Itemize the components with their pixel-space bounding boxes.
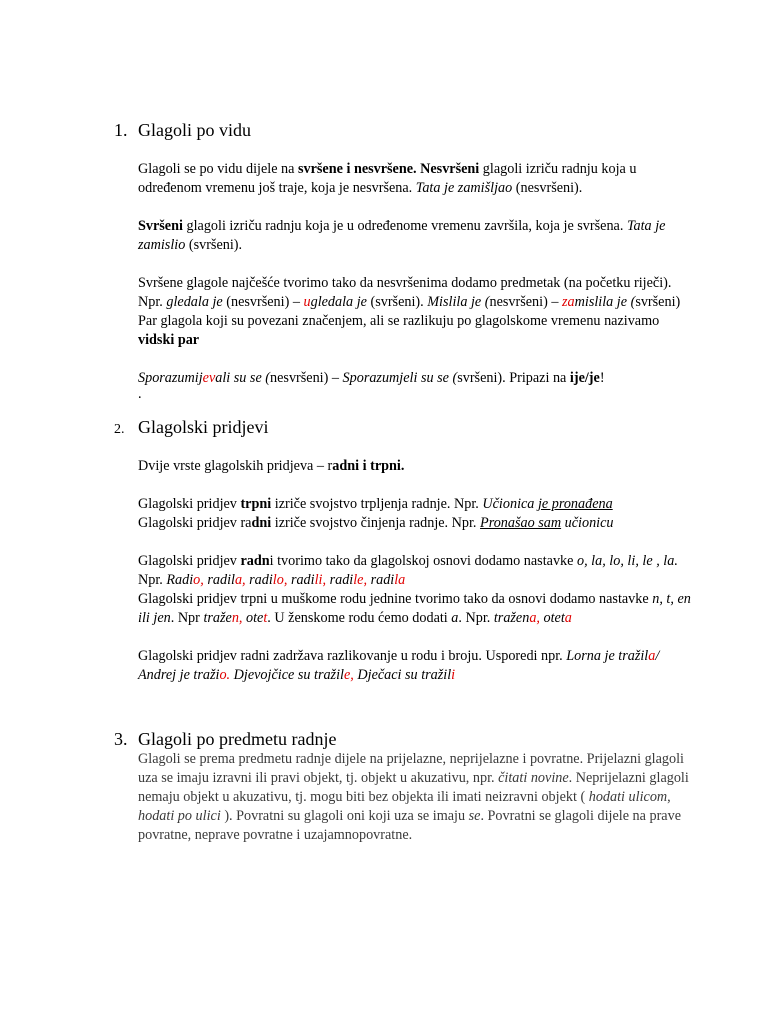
bold-text: svršene i nesvršene.: [297, 161, 417, 177]
text: .: [138, 386, 142, 402]
text: ). Povratni su glagoli oni koji uza se imaju: [220, 808, 469, 824]
example-text: gledala je: [166, 294, 223, 310]
example-text: traže: [203, 610, 232, 626]
highlighted-suffix: li,: [314, 572, 327, 588]
section-3-number: 3.: [114, 729, 128, 749]
text: (svršeni).: [185, 237, 243, 253]
text: nesvršeni) –: [270, 370, 343, 386]
example-text: ote: [242, 610, 264, 626]
highlighted-suffix: t: [263, 610, 268, 626]
example-text: otet: [539, 610, 565, 626]
bold-text: vidski par: [138, 332, 200, 348]
example-text: Sporazumij: [138, 370, 203, 386]
bold-text: Nesvršeni: [420, 161, 480, 177]
example-text: mislila je (: [574, 294, 636, 310]
paragraph: [138, 514, 698, 533]
paragraph: [138, 274, 698, 312]
paragraph: [138, 369, 698, 388]
highlighted-suffix: a: [564, 610, 572, 626]
text: . Neprijelazni glagoli nemaju objekt u akuzativu, tj. mogu biti bez objekta ili imati neizravni objekt (: [138, 770, 689, 805]
example-text: Radi: [166, 572, 194, 588]
text: Svršene glagole najčešće tvorimo tako da nesvršenima dodamo predmetak (na početku riječi). Npr.: [138, 275, 672, 310]
text: Glagolski pridjev: [138, 496, 241, 512]
text: Glagolski pridjev ra: [138, 515, 252, 531]
text: . Povratni se glagoli dijele na prave povratne, neprave povratne i uzajamnopovratne.: [138, 808, 681, 843]
section-2-title: Glagolski pridjevi: [138, 417, 269, 437]
example-text: gledala je: [310, 294, 367, 310]
example-text: se: [468, 808, 481, 824]
example-text: n, t, en ili jen: [138, 591, 691, 626]
text: . Npr.: [458, 610, 494, 626]
example-text: hodati po ulici: [138, 808, 221, 824]
paragraph: [138, 217, 698, 255]
example-text: ali su se (: [215, 370, 271, 386]
example-text: / Andrej je traži: [138, 648, 660, 683]
paragraph: [138, 552, 698, 590]
text: nesvršeni) –: [489, 294, 562, 310]
highlighted-suffix: le,: [353, 572, 368, 588]
text: svršeni): [635, 294, 681, 310]
bold-text: dni: [251, 515, 272, 531]
highlighted-prefix: za: [562, 294, 575, 310]
example-text: Tata je zamislio: [138, 218, 666, 253]
underlined-example: Pronašao sam: [480, 515, 562, 531]
paragraph: [138, 457, 698, 476]
text: i tvorimo tako da glagolskoj osnovi dodamo nastavke: [269, 553, 577, 569]
section-1-body: [138, 160, 698, 400]
text: Par glagola koji su povezani značenjem, ali se razlikuju po glagolskome vremenu nazivamo: [138, 313, 660, 329]
highlighted-suffix: a,: [529, 610, 540, 626]
paragraph: [138, 160, 698, 198]
example-text: učionicu: [564, 515, 614, 531]
bold-text: Svršeni: [138, 218, 183, 234]
text: (svršeni).: [366, 294, 428, 310]
example-text: Tata je zamišljao: [415, 180, 513, 196]
highlighted-suffix: la: [394, 572, 406, 588]
bold-text: radn: [240, 553, 270, 569]
text: glagoli izriču radnju koja je u određenome vremenu završila, koja je svršena.: [182, 218, 627, 234]
text: Glagoli se po vidu dijele na: [138, 161, 298, 177]
example-text: tražen: [493, 610, 530, 626]
highlighted-suffix: a: [648, 648, 656, 664]
example-text: a: [451, 610, 459, 626]
example-text: Učionica: [482, 496, 535, 512]
text: Glagolski pridjev radni zadržava razlikovanje u rodu i broju. Usporedi npr.: [138, 648, 567, 664]
paragraph: [138, 495, 698, 514]
text: (nesvršeni) –: [222, 294, 304, 310]
paragraph: [138, 647, 698, 685]
section-1-title: Glagoli po vidu: [138, 120, 251, 140]
bold-text: adni i trpni.: [332, 458, 405, 474]
paragraph: [138, 590, 698, 628]
text: Glagoli se prema predmetu radnje dijele na prijelazne, neprijelazne i povratne. Prijelazni glagoli uza se imaju izravni ili pravi objekt, tj. objekt u akuzativu, npr.: [138, 751, 684, 786]
text: !: [599, 370, 605, 386]
section-2-body: [138, 457, 698, 685]
section-1-heading: [114, 120, 251, 141]
example-text: radil: [203, 572, 235, 588]
highlighted-suffix: o.: [219, 667, 231, 683]
example-text: Djevojčice su tražil: [230, 667, 344, 683]
text: . U ženskome rodu ćemo dodati: [267, 610, 452, 626]
text: izriče svojstvo činjenja radnje. Npr.: [271, 515, 481, 531]
example-text: hodati ulicom: [588, 789, 668, 805]
text: svršeni). Pripazi na: [457, 370, 570, 386]
paragraph: [138, 312, 698, 350]
section-2-number: 2.: [114, 422, 125, 437]
example-text: radi: [367, 572, 395, 588]
text: izriče svojstvo trpljenja radnje. Npr.: [271, 496, 483, 512]
highlighted-prefix: u: [303, 294, 311, 310]
example-text: Lorna je tražil: [566, 648, 649, 664]
example-text: čitati novine: [498, 770, 569, 786]
highlighted-suffix: o,: [193, 572, 204, 588]
text: (nesvršeni).: [512, 180, 583, 196]
text: . Npr: [170, 610, 204, 626]
text: glagoli izriču radnju koja u određenom vremenu još traje, koja je nesvršena.: [138, 161, 637, 196]
example-text: Mislila je (: [427, 294, 490, 310]
text: ,: [667, 789, 671, 805]
highlighted-suffix: a,: [234, 572, 246, 588]
example-text: o, la, lo, li, le , la.: [576, 553, 678, 569]
example-text: Dječaci su tražil: [353, 667, 452, 683]
paragraph: [138, 388, 698, 400]
section-1-number: 1.: [114, 120, 128, 140]
section-2-heading: [114, 417, 268, 438]
example-text: radi: [326, 572, 354, 588]
text: Glagolski pridjev: [138, 553, 241, 569]
bold-text: ije/je: [569, 370, 600, 386]
example-text: radi: [245, 572, 273, 588]
text: Dvije vrste glagolskih pridjeva – r: [138, 458, 333, 474]
underlined-example: je pronađena: [537, 496, 613, 512]
text: Glagolski pridjev trpni u muškome rodu jednine tvorimo tako da osnovi dodamo nastavke: [138, 591, 653, 607]
highlighted-suffix: lo,: [272, 572, 288, 588]
paragraph: [138, 750, 698, 845]
example-text: radi: [287, 572, 315, 588]
highlighted-infix: ev: [202, 370, 216, 386]
text: Npr.: [138, 572, 167, 588]
section-3-title: Glagoli po predmetu radnje: [138, 729, 337, 749]
section-3-heading: [114, 729, 336, 750]
example-text: Sporazumjeli su se (: [342, 370, 458, 386]
highlighted-suffix: i: [451, 667, 456, 683]
highlighted-suffix: n,: [231, 610, 243, 626]
bold-text: trpni: [240, 496, 272, 512]
section-3-body: [138, 750, 698, 845]
highlighted-suffix: e,: [343, 667, 354, 683]
